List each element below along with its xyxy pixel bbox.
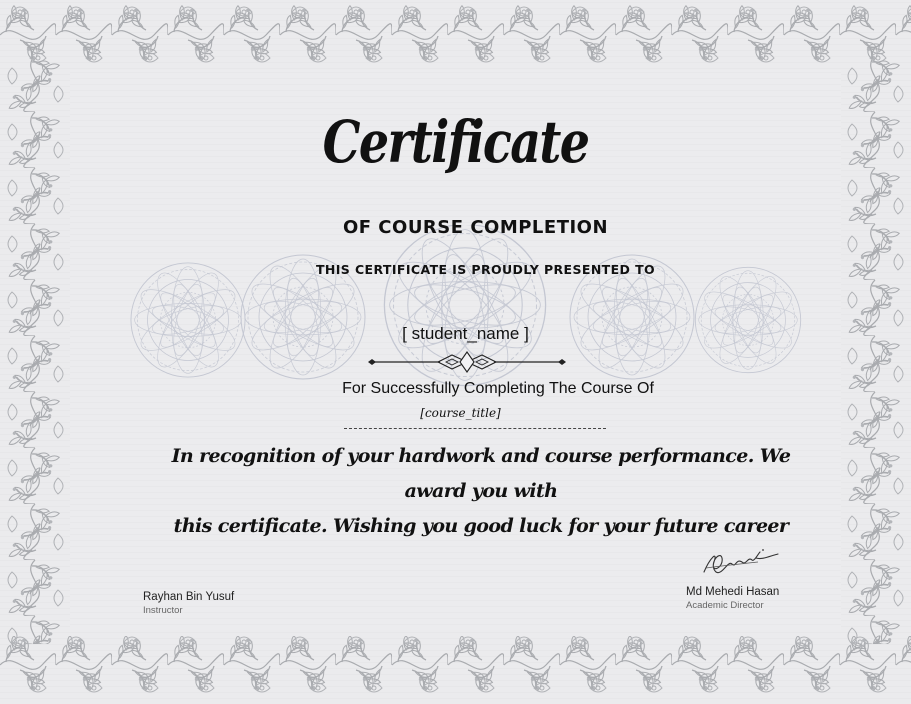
- student-name: [ student_name ]: [402, 324, 529, 343]
- certificate-subtitle: OF COURSE COMPLETION: [342, 217, 609, 238]
- signatory-right-role: Academic Director: [686, 600, 764, 611]
- dashed-rule: [344, 428, 606, 429]
- signatory-right-name: Md Mehedi Hasan: [686, 586, 780, 598]
- handwritten-signature-icon: [700, 544, 780, 580]
- certificate-title: Certificate: [322, 108, 589, 176]
- recognition-line-1: In recognition of your hardwork and course performance. We award you with: [171, 445, 791, 502]
- recognition-line-2: this certificate. Wishing you good luck for your future career: [173, 515, 789, 537]
- signatory-right: [686, 586, 779, 611]
- ornamental-divider-icon: [368, 349, 566, 375]
- presented-to-text: THIS CERTIFICATE IS PROUDLY PRESENTED TO: [315, 262, 656, 277]
- course-title: [course_title]: [420, 406, 501, 420]
- recognition-text: [150, 439, 812, 544]
- signatory-left-role: Instructor: [143, 605, 183, 616]
- signatory-left-name: Rayhan Bin Yusuf: [143, 591, 235, 603]
- signatory-left: [143, 591, 234, 616]
- completing-text: For Successfully Completing The Course Of: [342, 380, 654, 397]
